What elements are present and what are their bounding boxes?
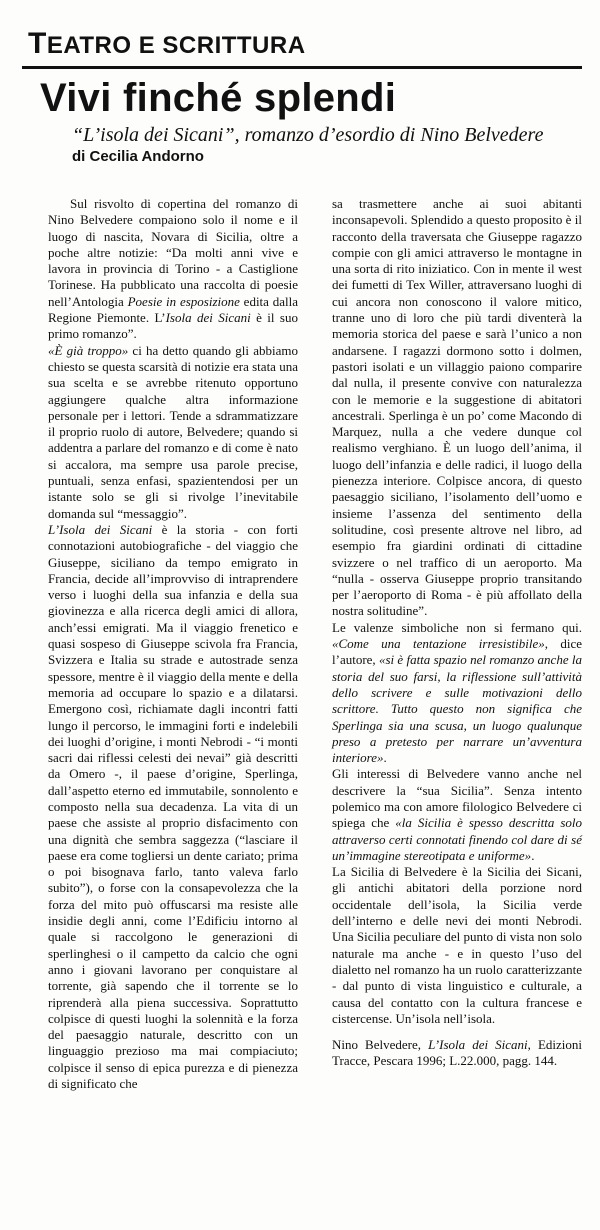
column-right <box>332 196 582 1092</box>
paragraph: «È già troppo» ci ha detto quando gli abbiamo chiesto se questa scarsità di notizie era stata una sua scelta e se avrebbe ritenuto opportuno aggiungere qualche altra informazione personale per i lettori. Tende a sdrammatizzare il proprio ruolo di autore, Belvedere; quando si addentra a parlare del romanzo e di come è nato si accalora, ma sempre usa parole precise, puntuali, senza enfasi, spazientendosi per un istante solo se gli si rivolge l’inevitabile domanda sul “messaggio”. <box>48 342 298 521</box>
book-credit: Nino Belvedere, L’Isola dei Sicani, Edizioni Tracce, Pescara 1996; L.22.000, pagg. 144. <box>332 1037 582 1069</box>
section-rule <box>22 66 582 69</box>
paragraph: Le valenze simboliche non si fermano qui. «Come una tentazione irresistibile», dice l’autore, «si è fatta spazio nel romanzo anche la storia del suo farsi, la riflessione sull’attività dello scrivere e sulle motivazioni dello scrittore. Tutto questo non significa che Sperlinga sia una scusa, un luogo qualunque preso a pretesto per narrare un’avventura interiore». <box>332 619 582 766</box>
paragraph: L’Isola dei Sicani è la storia - con forti connotazioni autobiografiche - del viaggio che Giuseppe, siciliano da tempo emigrato in Francia, decide all’improvviso di intraprendere verso i luoghi della sua infanzia e della sua giovinezza e alla ricerca degli amici di allora, anch’essi emigrati. Ma il viaggio frenetico e quasi sospeso di Giuseppe scivola fra Francia, Svizzera e Italia su strade e autostrade senza spessore, mentre è il viaggio della mente e della memoria ad occupare lo spazio e a dilatarsi. Emergono così, richiamate dagli incontri fatti lungo il percorso, le immagini forti e indelebili dei luoghi d’origine, i monti Nebrodi - “i monti sacri dai riflessi celesti dei nevai” già descritti da Omero -, il paese d’origine, Sperlinga, dall’aspetto eterno ed immutabile, sonnolento e composto nella sua decadenza. La vita di un paese che assiste al proprio disfacimento con una dignità che sembra saggezza (“lasciare il paese era come togliersi un dente cariato; prima o poi bisognava farlo, tanto valeva farlo subito”), o forse con la consapevolezza che la forza del mito può offuscarsi ma resiste alle insidie degli anni, come l’Edificiu intorno al quale si raccolgono le generazioni di sperlinghesi o il campetto da calcio che ogni anno i giovani lavorano per conquistare al torrente, già sapendo che il torrente se lo riprenderà alla piena successiva. Soprattutto colpisce di questi luoghi la solennità e la forza del paesaggio naturale, descritto con un linguaggio prezioso ma mai compiaciuto; colpisce il senso di epica purezza e di pienezza di significato che <box>48 521 299 1092</box>
paragraph: Gli interessi di Belvedere vanno anche nel descrivere la “sua Sicilia”. Senza intento polemico ma con amore filologico Belvedere ci spiega che «la Sicilia è spesso descritta solo attraverso certi connotati finendo col dare di sé un’immagine stereotipata e uniforme». <box>332 766 582 863</box>
subtitle: “L’isola dei Sicani”, romanzo d’esordio di Nino Belvedere <box>72 124 544 146</box>
column-left <box>48 196 298 1092</box>
paragraph: La Sicilia di Belvedere è la Sicilia dei Sicani, gli antichi abitatori della porzione nord occidentale dell’isola, la Sicilia verde dell’interno e delle nevi dei monti Nebrodi. Una Sicilia peculiare del punto di vista non solo naturale ma anche - e in questo l’uso del dialetto nel romanzo ha un ruolo caratterizzante - dal punto di vista linguistico e culturale, a causa del contatto con la cultura francese e cistercense. Un’isola nell’isola. <box>332 864 582 1026</box>
headline: Vivi finché splendi <box>40 76 397 120</box>
article-body <box>48 196 584 1092</box>
byline: di Cecilia Andorno <box>72 148 204 165</box>
paragraph: Sul risvolto di copertina del romanzo di Nino Belvedere compaiono solo il nome e il luogo di nascita, Novara di Sicilia, oltre a poche altre notizie: “Da molti anni vive e lavora in provincia di Torino - a Castiglione Torinese. Ha pubblicato una raccolta di poesie nell’Antologia Poesie in esposizione edita dalla Regione Piemonte. L’Isola dei Sicani è il suo primo romanzo”. <box>48 196 298 342</box>
paragraph: sa trasmettere anche ai suoi abitanti inconsapevoli. Splendido a questo proposito è il racconto della traversata che Giuseppe ragazzo compie con gli amici attraverso le montagne in una sorta di rito iniziatico. Con in mente il west dei fumetti di Tex Willer, attraversano luoghi di cui ancora non conoscono il valore mitico, tranne uno di loro che più tardi diventerà la memoria storica del paese e sarà l’unico a non andarsene. I ragazzi dormono sotto i dolmen, pastori isolati e un villaggio paiono comparire dal nulla, il presente convive con naturalezza con le memorie e la suggestione di abitatori ancestrali. Sperlinga è un po’ come Macondo di Marquez, nulla a che vedere dunque col realismo verghiano. È un luogo dell’anima, il luogo dell’infanzia e delle radici, il luogo della pienezza interiore. Colpisce ancora, di questo paesaggio siciliano, l’isolamento dell’uomo e insieme l’assenza del sentimento della solitudine, così presente altrove nel libro, ad esempio fra giardini ordinati di cittadine svizzere o nel traffico di un aeroporto. Ma “nulla - osserva Giuseppe proprio transitando per l’aeroporto di Roma - è più affollato della nostra solitudine”. <box>332 196 582 619</box>
section-heading: TEATRO E SCRITTURA <box>28 27 306 60</box>
